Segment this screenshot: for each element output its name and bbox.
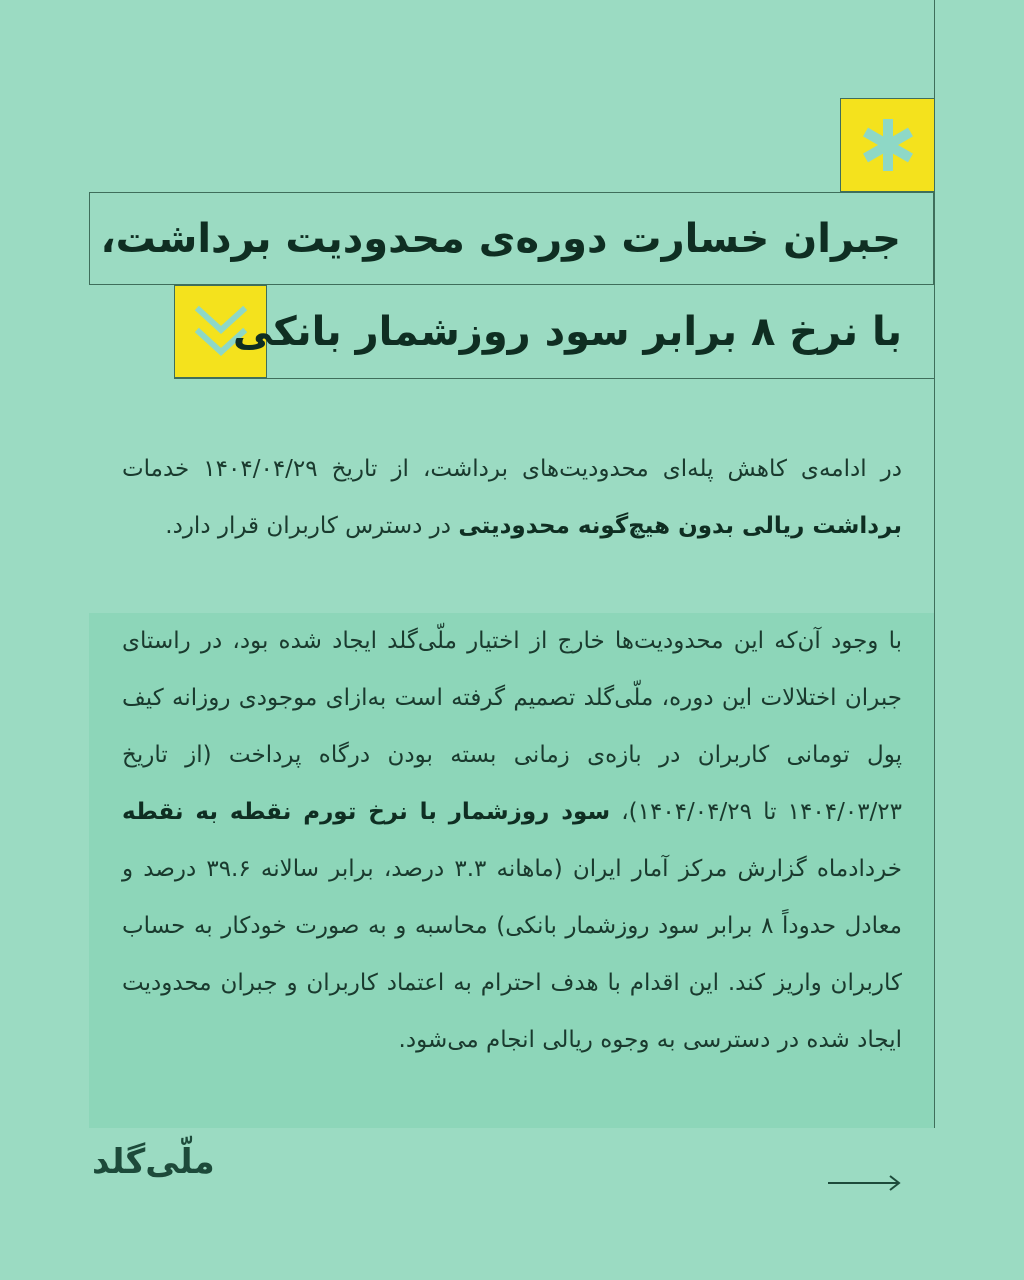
intro-paragraph [122,441,902,555]
asterisk-icon [858,115,918,175]
intro-text-part-1: در ادامه‌ی کاهش پله‌ای محدودیت‌های برداشت، از تاریخ ۱۴۰۴/۰۴/۲۹ خدمات [122,456,902,482]
compensation-text-part-1: با وجود آن‌که این محدودیت‌ها خارج از اختیار ملّی‌گلد ایجاد شده بود، در راستای جبران اختلالات این دوره، ملّی‌گلد تصمیم گرفته است به‌ازای موجودی روزانه کیف پول تومانی کاربران در بازه‌ی زمانی بسته بودن درگاه پرداخت (از تاریخ ۱۴۰۴/۰۳/۲۳ تا ۱۴۰۴/۰۴/۲۹)، [122,628,902,825]
compensation-text-part-2: خردادماه گزارش مرکز آمار ایران (ماهانه ۳.۳ درصد، برابر سالانه ۳۹.۶ درصد و معادل حدوداً ۸ برابر سود روزشمار بانکی) محاسبه و به صورت خودکار به حساب کاربران واریز کند. این اقدام با هدف احترام به اعتماد کاربران و جبران محدودیت ایجاد شده در دسترسی به وجوه ریالی انجام می‌شود. [122,856,903,1053]
title-line-2-row [174,285,934,379]
arrow-right-icon[interactable] [826,1172,902,1194]
intro-text-part-2: در دسترس کاربران قرار دارد. [165,513,459,539]
title-line-1-box [89,192,934,285]
page-title-line-2: با نرخ ۸ برابر سود روزشمار بانکی [232,308,902,355]
intro-bold-text: برداشت ریالی بدون هیچ‌گونه محدودیتی [458,513,902,539]
brand-logo: ملّی‌گلد [92,1142,215,1182]
asterisk-badge [840,98,935,192]
compensation-paragraph [122,613,902,1069]
page-title-line-1: جبران خسارت دوره‌ی محدودیت برداشت، [100,215,901,262]
compensation-bold-text: سود روزشمار با نرخ تورم نقطه به نقطه [122,799,611,825]
